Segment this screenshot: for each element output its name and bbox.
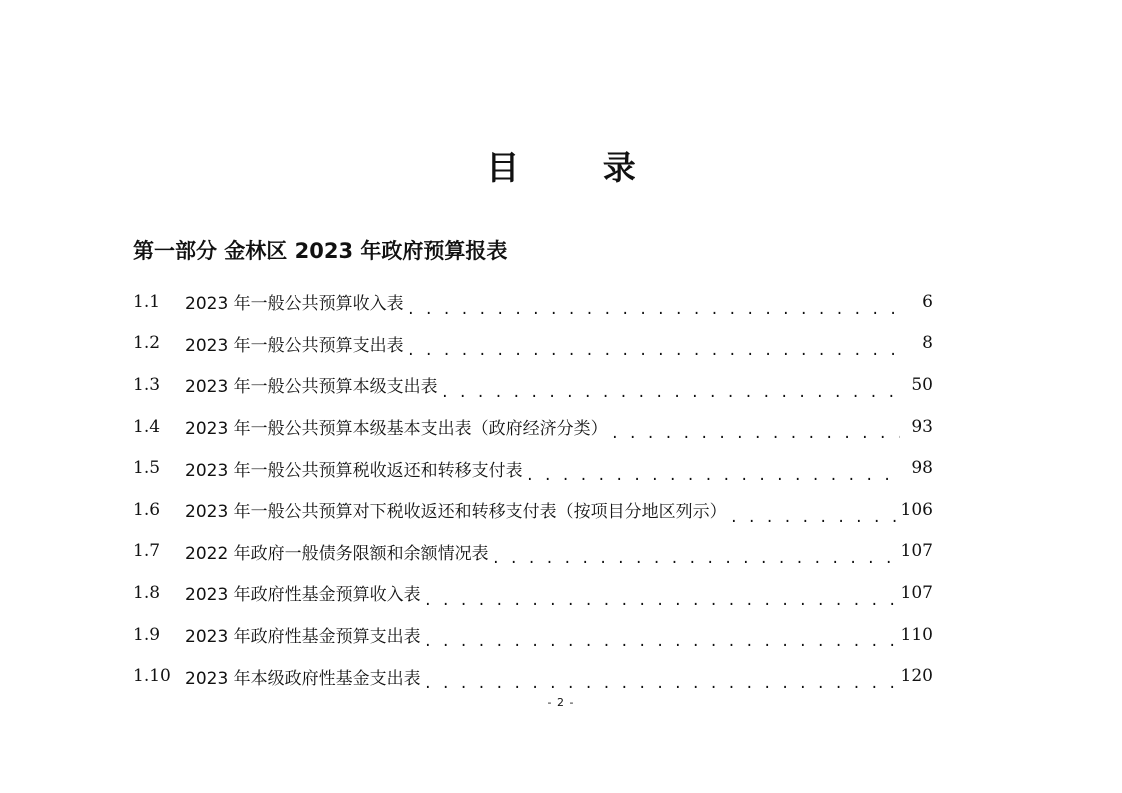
- toc-entry-title: 2023 年本级政府性基金支出表: [185, 668, 421, 689]
- dot-leader: [492, 546, 898, 572]
- toc-entry-page: 106: [900, 499, 933, 520]
- toc-entry[interactable]: [133, 614, 933, 656]
- toc-entry-page: 6: [922, 291, 933, 312]
- toc-entry-title: 2023 年一般公共预算收入表: [185, 294, 404, 315]
- toc-entry[interactable]: [133, 447, 933, 489]
- toc-entry-title: 2023 年一般公共预算本级支出表: [185, 377, 438, 398]
- toc-entry-page: 120: [900, 666, 933, 687]
- dot-leader: [424, 588, 898, 614]
- toc-entry-number: 1.2: [133, 333, 161, 354]
- page-number-footer: - 2 -: [547, 696, 575, 709]
- dot-leader: [730, 505, 898, 531]
- toc-entry[interactable]: [133, 281, 933, 323]
- toc-entry-page: 107: [900, 541, 933, 562]
- toc-entry-title: 2023 年一般公共预算本级基本支出表（政府经济分类）: [185, 419, 608, 440]
- dot-leader: [611, 421, 900, 447]
- toc-entry-page: 98: [911, 458, 933, 479]
- dot-leader: [407, 338, 900, 364]
- toc-entry-title: 2023 年一般公共预算支出表: [185, 335, 404, 356]
- toc-entry-number: 1.3: [133, 374, 161, 395]
- page-title: 目 录: [486, 148, 672, 187]
- dot-leader: [424, 629, 898, 655]
- toc-entry-title: 2023 年一般公共预算税收返还和转移支付表: [185, 460, 523, 481]
- toc-entry-page: 93: [911, 416, 933, 437]
- table-of-contents: [133, 281, 933, 697]
- dot-leader: [441, 380, 900, 406]
- toc-entry-number: 1.4: [133, 416, 161, 437]
- toc-entry-number: 1.5: [133, 458, 161, 479]
- toc-entry-title: 2023 年政府性基金预算支出表: [185, 627, 421, 648]
- dot-leader: [526, 463, 900, 489]
- toc-entry-title: 2022 年政府一般债务限额和余额情况表: [185, 543, 489, 564]
- toc-entry[interactable]: [133, 323, 933, 365]
- toc-entry-number: 1.6: [133, 499, 161, 520]
- toc-entry[interactable]: [133, 655, 933, 697]
- dot-leader: [407, 297, 900, 323]
- toc-entry[interactable]: [133, 364, 933, 406]
- toc-entry-number: 1.10: [133, 666, 171, 687]
- toc-entry-page: 107: [900, 582, 933, 603]
- toc-entry-number: 1.1: [133, 291, 161, 312]
- toc-entry-title: 2023 年政府性基金预算收入表: [185, 585, 421, 606]
- section-heading: 第一部分 金林区 2023 年政府预算报表: [133, 239, 508, 263]
- toc-entry-number: 1.8: [133, 582, 161, 603]
- toc-entry[interactable]: [133, 572, 933, 614]
- toc-entry[interactable]: [133, 531, 933, 573]
- toc-entry-page: 8: [922, 333, 933, 354]
- toc-entry-page: 110: [900, 624, 933, 645]
- toc-entry[interactable]: [133, 406, 933, 448]
- toc-entry-number: 1.9: [133, 624, 161, 645]
- dot-leader: [424, 671, 898, 697]
- toc-entry-page: 50: [911, 374, 933, 395]
- toc-entry-title: 2023 年一般公共预算对下税收返还和转移支付表（按项目分地区列示）: [185, 502, 727, 523]
- toc-entry[interactable]: [133, 489, 933, 531]
- toc-entry-number: 1.7: [133, 541, 161, 562]
